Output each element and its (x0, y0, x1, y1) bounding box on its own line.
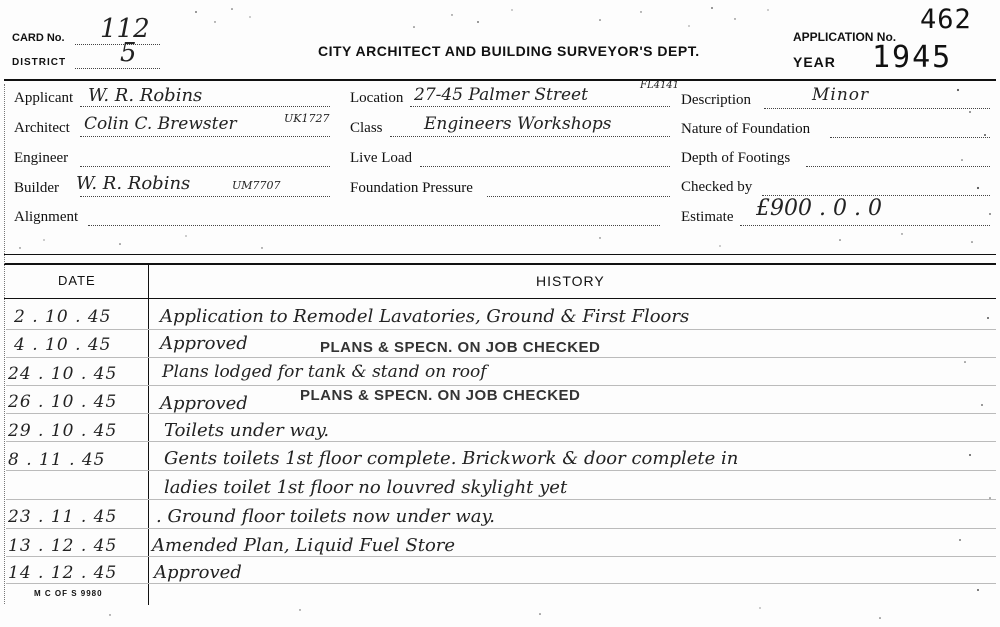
plans-checked-stamp: PLANS & SPECN. ON JOB CHECKED (300, 387, 581, 404)
history-entry: ladies toilet 1st floor no louvred skylight yet (164, 477, 568, 498)
history-date: 8 . 11 . 45 (8, 450, 106, 470)
history-date: 23 . 11 . 45 (8, 507, 118, 527)
application-no-label: APPLICATION No. (793, 30, 897, 44)
history-date: 13 . 12 . 45 (8, 536, 118, 556)
history-entry: Amended Plan, Liquid Fuel Store (152, 535, 456, 556)
applicant-value: W. R. Robins (88, 85, 203, 106)
location-label: Location (350, 90, 404, 106)
nature-of-foundation-label: Nature of Foundation (681, 121, 811, 137)
description-value: Minor (812, 85, 870, 105)
history-entry: Approved (154, 562, 242, 583)
estimate-label: Estimate (681, 209, 734, 225)
location-note: FL4141 (640, 80, 680, 91)
year-label: YEAR (793, 54, 836, 70)
architect-note: UK1727 (284, 112, 330, 125)
history-date: 29 . 10 . 45 (8, 421, 118, 441)
description-label: Description (681, 92, 751, 108)
history-entry: Approved (160, 393, 248, 414)
builder-value: W. R. Robins (76, 173, 191, 194)
history-entry: Toilets under way. (164, 420, 330, 441)
history-entry: Gents toilets 1st floor complete. Brickwork & door complete in (164, 448, 739, 469)
year-value: 1945 (872, 40, 953, 75)
foundation-pressure-label: Foundation Pressure (350, 180, 473, 196)
estimate-value: £900 . 0 . 0 (756, 196, 882, 221)
builder-label: Builder (14, 180, 59, 196)
card-no-value: 112 (100, 14, 150, 44)
depth-of-footings-label: Depth of Footings (681, 150, 791, 166)
history-entry: . Ground floor toilets now under way. (156, 506, 496, 527)
class-value: Engineers Workshops (424, 114, 612, 134)
history-entry: Plans lodged for tank & stand on roof (162, 362, 487, 382)
engineer-label: Engineer (14, 150, 69, 166)
application-no-value: 462 (920, 4, 972, 35)
history-date: 2 . 10 . 45 (14, 307, 112, 327)
architect-value: Colin C. Brewster (84, 114, 237, 134)
form-code: M C OF S 9980 (34, 589, 103, 598)
history-date: 24 . 10 . 45 (8, 364, 118, 384)
alignment-label: Alignment (14, 209, 79, 225)
class-label: Class (350, 120, 383, 136)
card-no-label: CARD No. (12, 32, 65, 44)
architect-label: Architect (14, 120, 70, 136)
history-column-header: HISTORY (536, 273, 605, 289)
plans-checked-stamp: PLANS & SPECN. ON JOB CHECKED (320, 339, 601, 356)
checked-by-label: Checked by (681, 179, 753, 195)
history-date: 14 . 12 . 45 (8, 563, 118, 583)
builder-note: UM7707 (232, 179, 281, 192)
date-column-header: DATE (58, 273, 96, 288)
district-value: 5 (120, 38, 137, 68)
district-label: DISTRICT (12, 57, 67, 68)
live-load-label: Live Load (350, 150, 413, 166)
history-date: 4 . 10 . 45 (14, 335, 112, 355)
history-entry: Application to Remodel Lavatories, Ground & First Floors (160, 306, 690, 327)
location-value: 27-45 Palmer Street (414, 85, 588, 105)
history-date: 26 . 10 . 45 (8, 392, 118, 412)
department-title: CITY ARCHITECT AND BUILDING SURVEYOR'S DEPT. (318, 43, 700, 59)
history-entry: Approved (160, 333, 248, 354)
applicant-label: Applicant (14, 90, 74, 106)
